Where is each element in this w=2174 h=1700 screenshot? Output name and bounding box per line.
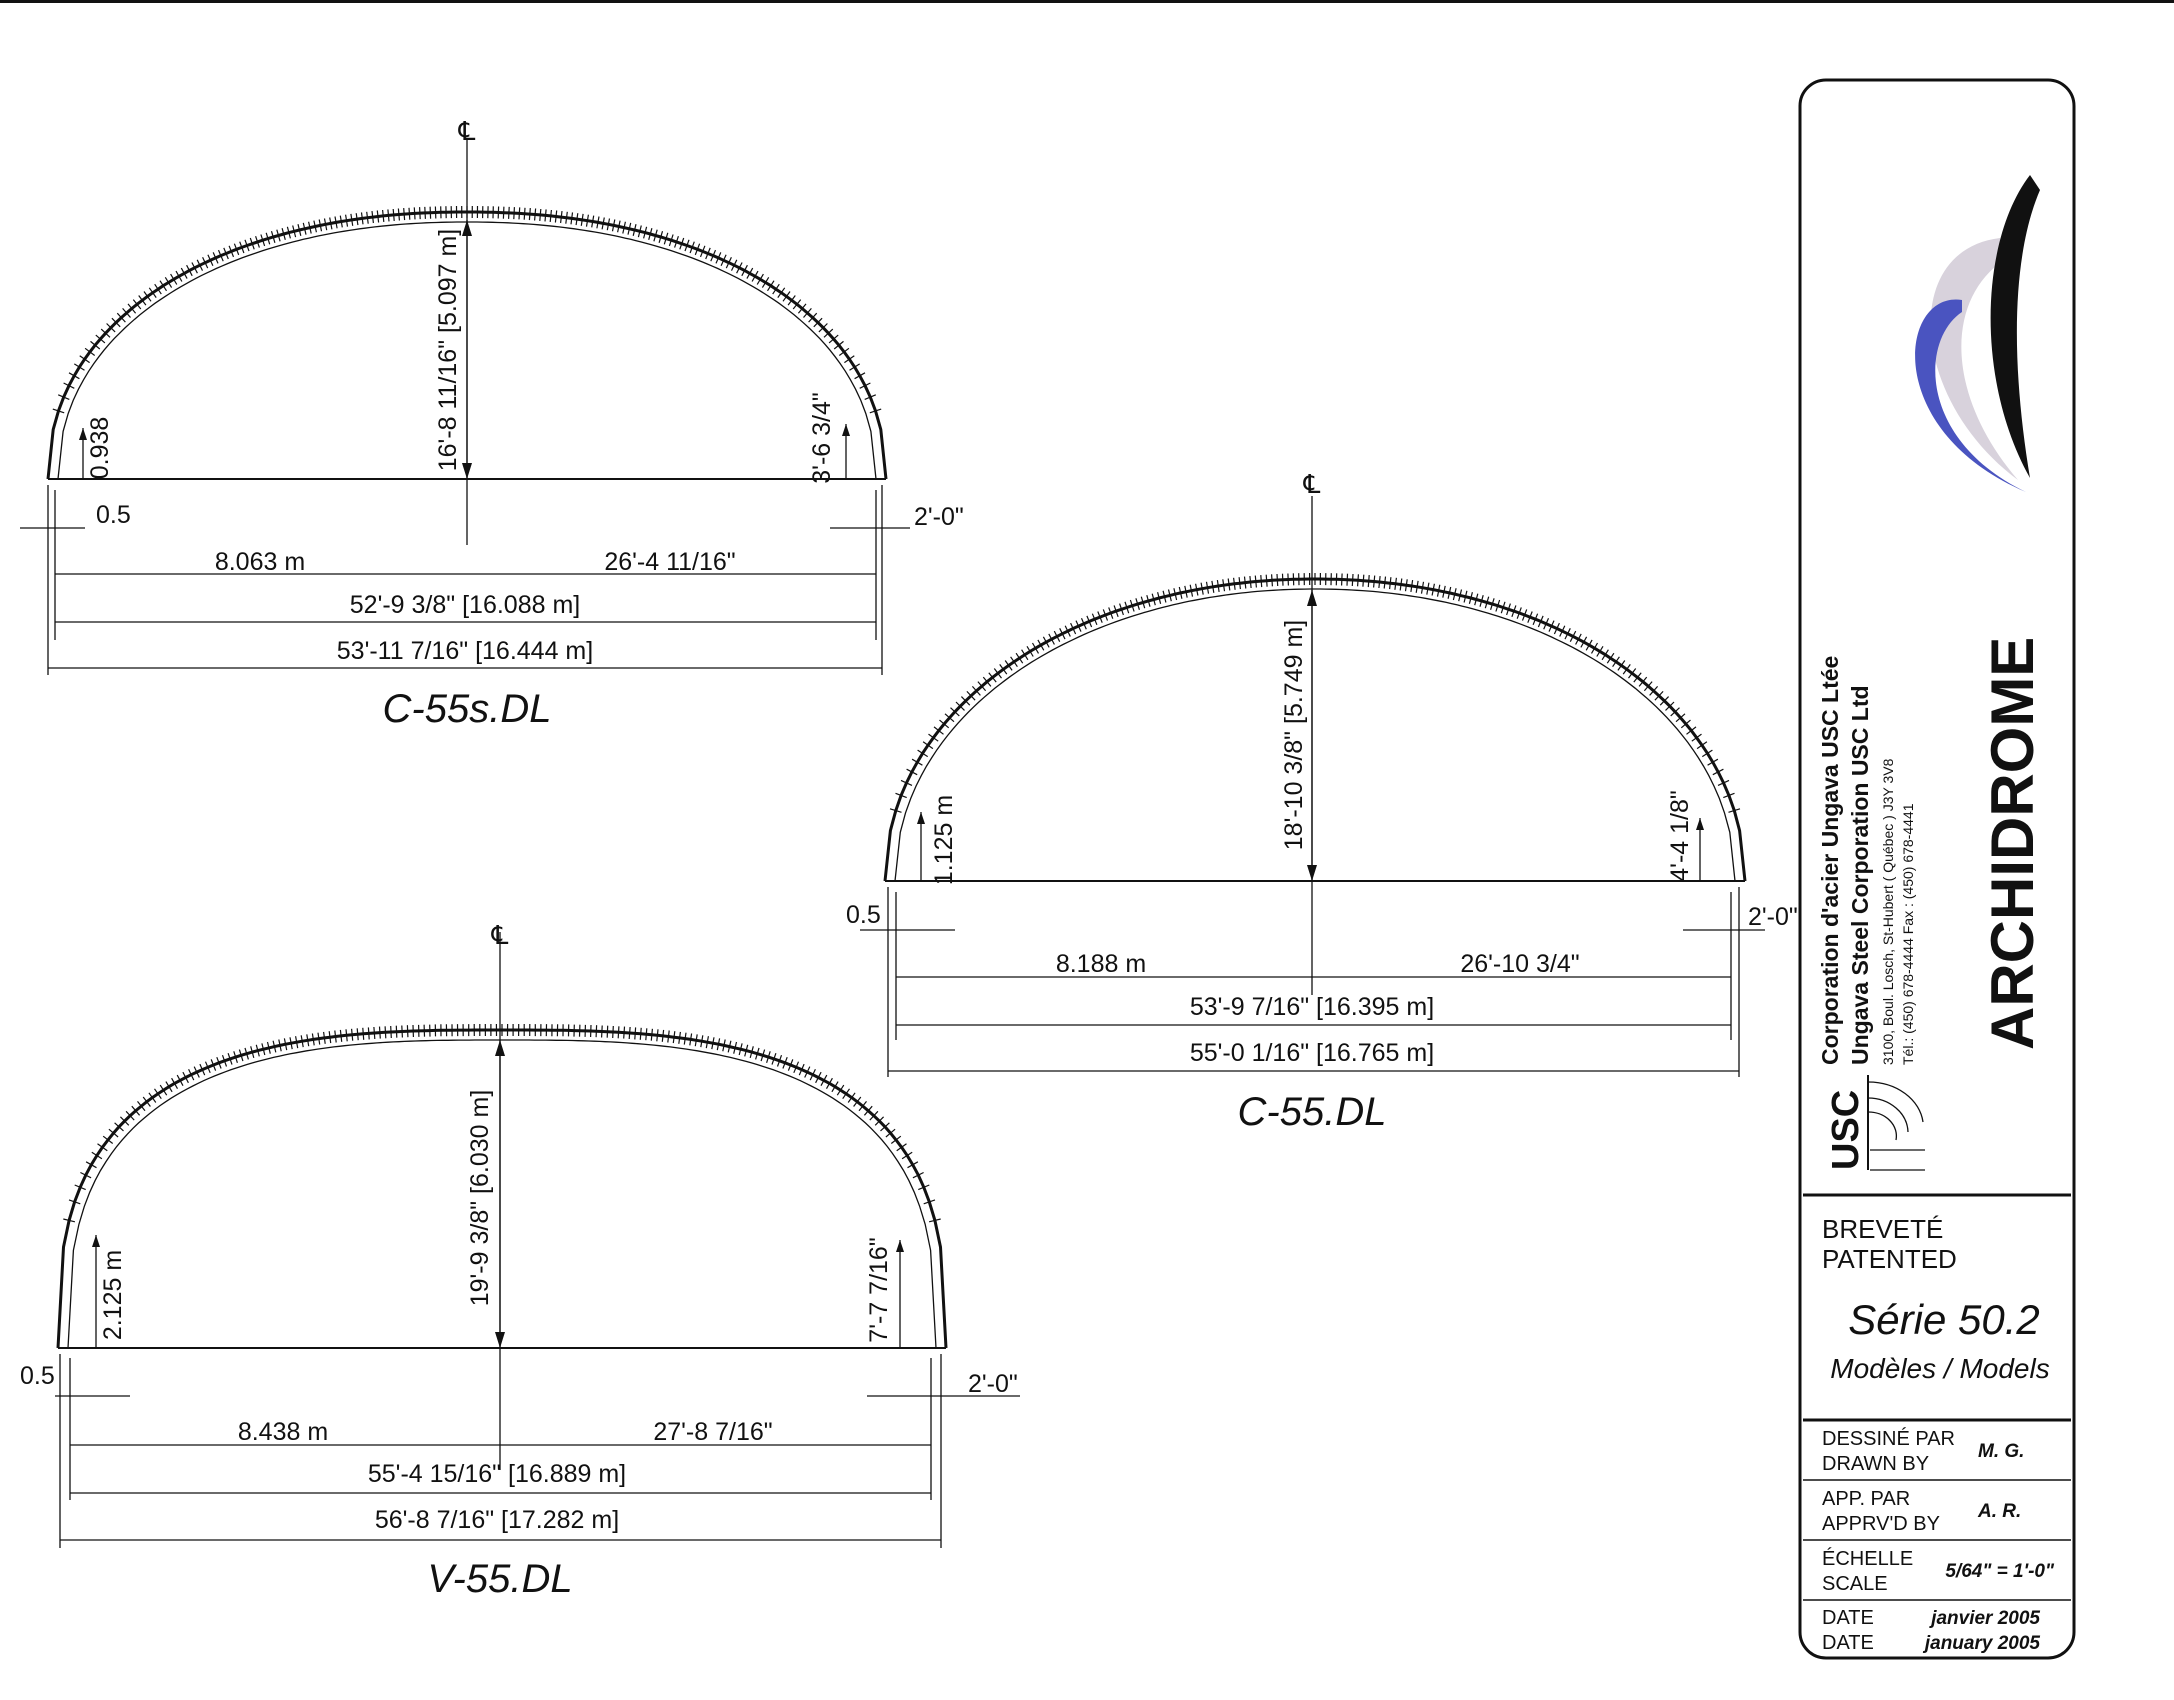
arch-inner-v55 [68,1040,936,1348]
patent-en: PATENTED [1822,1244,1957,1274]
height-label: 16'-8 11/16" [5.097 m] [434,228,462,472]
arrowhead [1307,865,1317,881]
right-rise-label: 3'-6 3/4" [808,392,836,484]
inner-span-label: 55'-4 15/16" [16.889 m] [367,1460,627,1488]
logo-arc [1868,1098,1908,1132]
company-name-en: Ungava Steel Corporation USC Ltd [1847,685,1873,1065]
model-v55 [20,920,1020,1601]
right-offset-label: 2'-0" [914,503,964,531]
arrowhead [896,1240,904,1252]
brand-name: ARCHIDROME [1979,636,2046,1050]
left-rise-label: 1.125 m [930,794,958,886]
model-c55s [20,116,964,731]
company-name-fr: Corporation d'acier Ungava USC Ltée [1817,655,1843,1065]
inner-span-label: 52'-9 3/8" [16.088 m] [349,591,581,619]
arrowhead [917,812,925,824]
title-block [1800,80,2074,1658]
left-rise-label: 2.125 m [99,1249,127,1341]
date-value-fr: janvier 2005 [1931,1608,2040,1629]
left-offset-label: 0.5 [20,1362,55,1390]
half-left-label: 8.063 m [214,548,306,576]
model-c55 [846,469,1798,1134]
usc-logo [1825,1075,1925,1170]
patent-fr: BREVETÉ [1822,1214,1944,1244]
right-rise-label: 4'-4 1/8" [1666,790,1694,882]
outer-span-label: 55'-0 1/16" [16.765 m] [1189,1039,1435,1067]
date-value-en: january 2005 [1924,1633,2040,1654]
arch-outline-c55 [885,579,1745,881]
scale-label-en: SCALE [1822,1573,1888,1595]
arch-ticks-c55 [890,573,1740,881]
centerline-symbol: ℄ [491,920,509,950]
usc-logo-text: USC [1825,1089,1867,1170]
drawn-by-label-fr: DESSINÉ PAR [1822,1428,1955,1450]
left-offset-label: 0.5 [846,901,881,929]
model-name: V-55.DL [427,1557,573,1601]
right-offset-label: 2'-0" [1748,903,1798,931]
model-name: C-55s.DL [382,687,552,731]
logo-arc [1868,1082,1923,1122]
half-left-label: 8.438 m [237,1418,329,1446]
company-phone-fax: Tél.: (450) 678-4444 Fax : (450) 678-4441 [1900,803,1916,1065]
left-rise-label: 0.938 [86,416,114,480]
approved-by-label-fr: APP. PAR [1822,1488,1911,1510]
model-name: C-55.DL [1237,1090,1387,1134]
arrowhead [462,463,472,479]
inner-span-label: 53'-9 7/16" [16.395 m] [1189,993,1435,1021]
company-address: 3100, Boul. Losch, St-Hubert ( Québec ) J3Y 3V8 [1880,758,1896,1065]
half-left-label: 8.188 m [1055,950,1147,978]
half-right-label: 26'-10 3/4" [1460,950,1580,978]
height-label: 19'-9 3/8" [6.030 m] [466,1089,494,1307]
scale-label-fr: ÉCHELLE [1822,1548,1914,1570]
drawn-by-label-en: DRAWN BY [1822,1453,1930,1475]
drawn-by-value: M. G. [1978,1441,2025,1462]
half-right-label: 26'-4 11/16" [604,548,736,576]
outer-span-label: 53'-11 7/16" [16.444 m] [336,637,594,665]
date-label-en: DATE [1822,1632,1874,1654]
arch-inner-c55 [895,589,1735,881]
approved-by-label-en: APPRV'D BY [1822,1513,1940,1535]
arrowhead [495,1332,505,1348]
height-label: 18'-10 3/8" [5.749 m] [1280,619,1308,851]
approved-by-value: A. R. [1978,1501,2022,1522]
archidrome-arc-logo [1915,175,2040,492]
left-offset-label: 0.5 [96,501,131,529]
scale-value: 5/64" = 1'-0" [1945,1561,2054,1582]
right-offset-label: 2'-0" [968,1370,1018,1398]
logo-arc [1868,1112,1896,1140]
outer-span-label: 56'-8 7/16" [17.282 m] [374,1506,620,1534]
arrowhead [842,424,850,436]
date-label-fr: DATE [1822,1607,1874,1629]
half-right-label: 27'-8 7/16" [653,1418,773,1446]
right-rise-label: 7'-7 7/16" [865,1237,893,1343]
centerline-symbol: ℄ [1303,469,1321,499]
arch-tick-marks-c55 [890,573,1740,812]
series-title: Série 50.2 [1848,1296,2040,1343]
arc-black-shape [1991,175,2040,478]
arrowhead [495,1040,505,1056]
centerline-symbol: ℄ [458,116,476,146]
arrowhead [1307,590,1317,606]
arrowhead [1696,818,1704,830]
arch-outline-v55 [58,1030,946,1348]
models-label: Modèles / Models [1830,1353,2050,1384]
arrowhead [92,1235,100,1247]
